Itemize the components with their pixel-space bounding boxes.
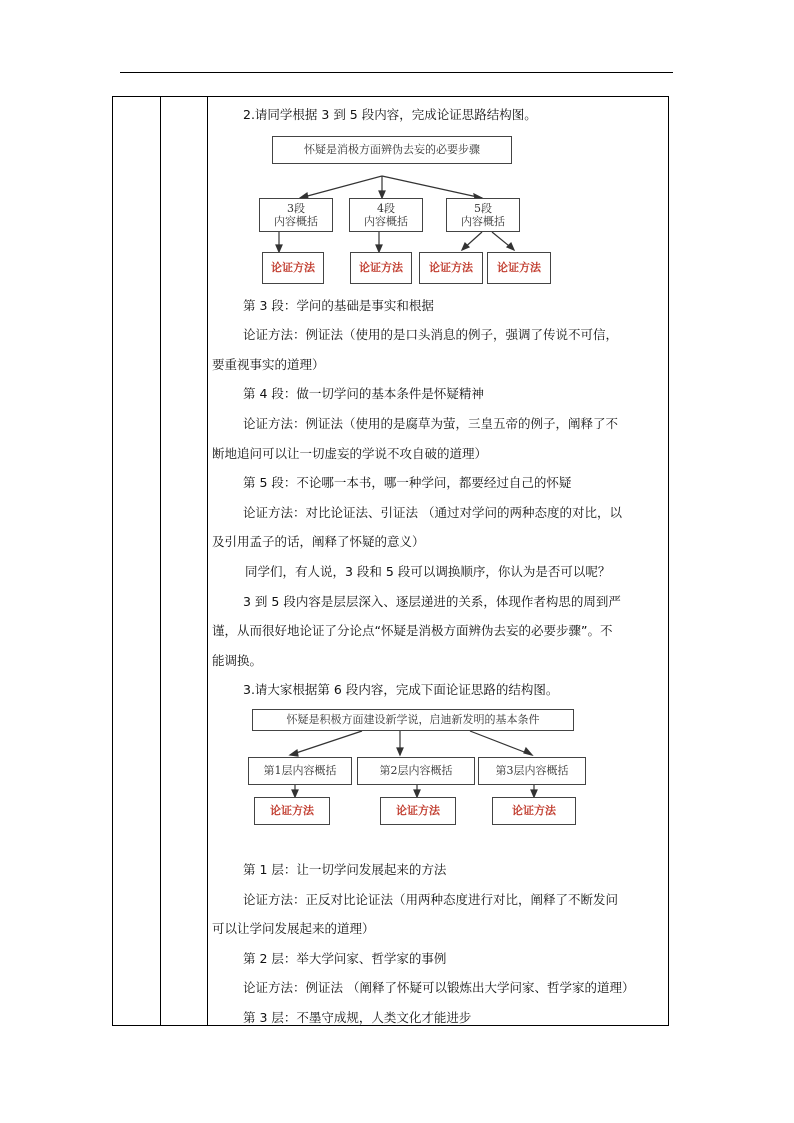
para3-method-cont: 要重视事实的道理） (212, 356, 325, 372)
q3-node-box-2: 第2层内容概括 (357, 757, 475, 785)
q2-node-text: 内容概括 (274, 214, 318, 228)
para3-method: 论证方法：例证法（使用的是口头消息的例子，强调了传说不可信， (243, 327, 619, 343)
q2-node-box-3 (259, 198, 333, 232)
q2-node-text: 内容概括 (364, 214, 408, 228)
discussion-answer-cont: 谨，从而很好地论证了分论点“怀疑是消极方面辨伪去妄的必要步骤”。不 (212, 623, 613, 639)
content-cell (212, 100, 664, 1032)
para4-method-cont: 断地追问可以让一切虚妄的学说不攻自破的道理） (212, 445, 488, 461)
para4-title: 第 4 段：做一切学问的基本条件是怀疑精神 (243, 386, 484, 402)
layer1-method: 论证方法：正反对比论证法（用两种态度进行对比，阐释了不断发问 (243, 891, 619, 907)
q3-node-box-1: 第1层内容概括 (248, 757, 352, 785)
q3-root-box: 怀疑是积极方面建设新学说，启迪新发明的基本条件 (252, 709, 574, 731)
discussion-answer-end: 能调换。 (212, 652, 263, 668)
q2-method-box: 论证方法 (262, 252, 324, 284)
q2-node-num: 4段 (377, 201, 395, 215)
q2-prompt: 2.请同学根据 3 到 5 段内容，完成论证思路结构图。 (243, 107, 537, 122)
para5-method: 论证方法：对比论证法、引证法 （通过对学问的两种态度的对比，以 (243, 504, 622, 520)
layer3-title: 第 3 层：不墨守成规，人类文化才能进步 (243, 1009, 472, 1025)
table-column-divider (160, 97, 161, 1025)
para5-title: 第 5 段：不论哪一本书，哪一种学问，都要经过自己的怀疑 (243, 475, 572, 491)
para4-method: 论证方法：例证法（使用的是腐草为萤，三皇五帝的例子，阐释了不 (243, 415, 619, 431)
layer1-title: 第 1 层：让一切学问发展起来的方法 (243, 861, 447, 877)
q2-node-num: 5段 (474, 201, 492, 215)
q2-node-num: 3段 (287, 201, 305, 215)
q2-method-box: 论证方法 (350, 252, 412, 284)
layer2-method: 论证方法：例证法 （阐释了怀疑可以锻炼出大学问家、哲学家的道理） (243, 980, 635, 996)
q3-method-box: 论证方法 (380, 797, 456, 825)
q2-root-box: 怀疑是消极方面辨伪去妄的必要步骤 (272, 136, 512, 164)
para3-title: 第 3 段：学问的基础是事实和根据 (243, 297, 434, 313)
discussion-question: 同学们，有人说，3 段和 5 段可以调换顺序，你认为是否可以呢？ (245, 563, 611, 579)
table-column-divider (207, 97, 208, 1025)
q3-structure-diagram (212, 705, 664, 843)
layer2-title: 第 2 层：举大学问家、哲学家的事例 (243, 950, 447, 966)
q3-node-box-3: 第3层内容概括 (478, 757, 586, 785)
q3-method-box: 论证方法 (254, 797, 330, 825)
discussion-answer: 3 到 5 段内容是层层深入、逐层递进的关系，体现作者构思的周到严 (243, 593, 621, 609)
para5-method-cont: 及引用孟子的话，阐释了怀疑的意义） (212, 534, 425, 550)
q2-node-box-5 (446, 198, 520, 232)
q2-method-box: 论证方法 (419, 252, 483, 284)
q3-method-box: 论证方法 (492, 797, 576, 825)
q2-method-box: 论证方法 (487, 252, 551, 284)
layer1-method-cont: 可以让学问发展起来的道理） (212, 921, 375, 937)
page-header-rule (120, 72, 673, 73)
q2-structure-diagram (212, 130, 664, 280)
q2-node-box-4 (349, 198, 423, 232)
q2-node-text: 内容概括 (461, 214, 505, 228)
q3-prompt: 3.请大家根据第 6 段内容，完成下面论证思路的结构图。 (243, 682, 559, 698)
